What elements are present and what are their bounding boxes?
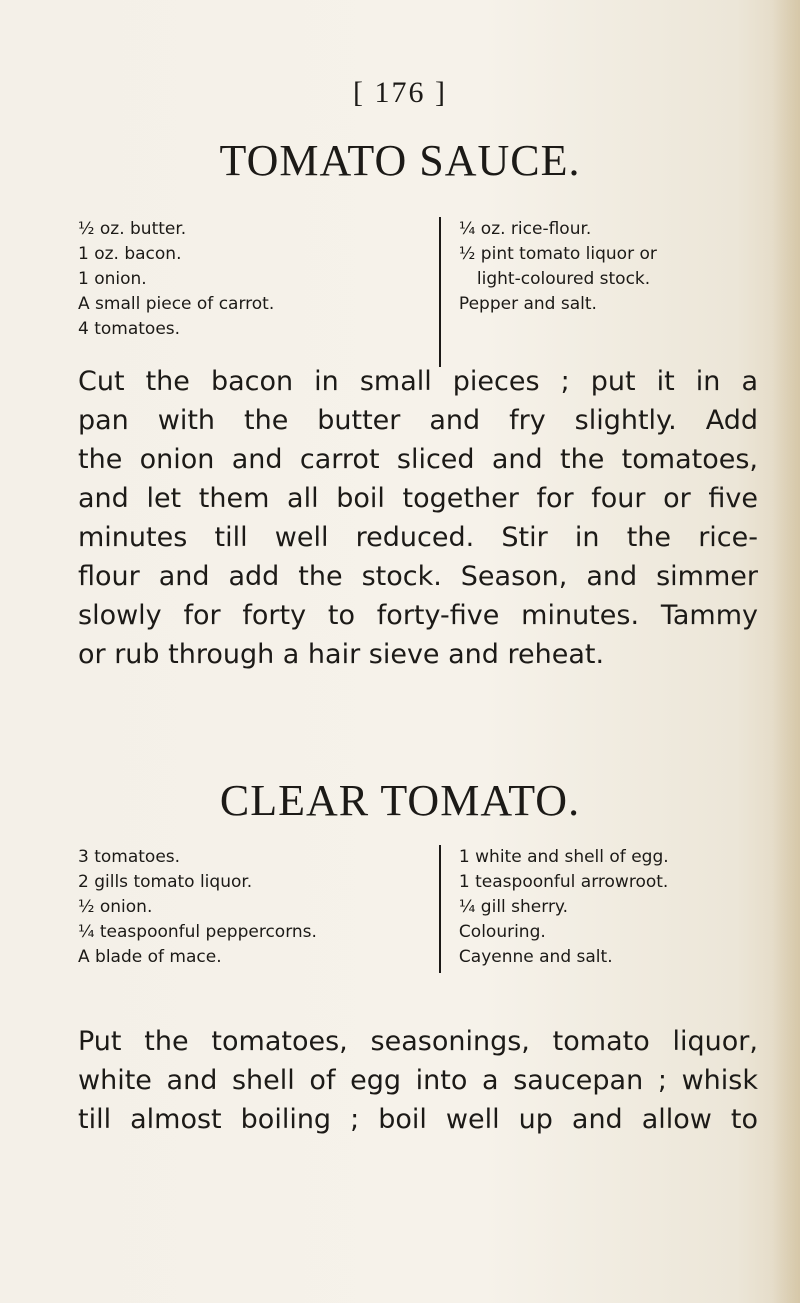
ingredients-left-column — [78, 217, 439, 367]
ingredient-item: ½ pint tomato liquor or — [458, 244, 657, 264]
method-line: white and shell of egg into a saucepan ; whisk — [78, 1065, 758, 1096]
method-line: pan with the butter and fry slightly. Add — [78, 405, 758, 436]
ingredients-tomato-sauce — [78, 217, 758, 367]
ingredient-item: ¼ oz. rice-flour. — [458, 219, 592, 239]
ingredients-clear-tomato — [78, 845, 758, 973]
ingredient-item: ½ oz. butter. — [78, 219, 187, 239]
method-paragraph-clear-tomato — [78, 1022, 758, 1139]
ingredient-item-continuation: light-coloured stock. — [476, 269, 651, 289]
method-line: slowly for forty to forty-five minutes. Tammy — [78, 600, 758, 631]
ingredient-item: ½ onion. — [78, 897, 153, 917]
method-line: and let them all boil together for four or five — [78, 483, 758, 514]
ingredients-left-column — [78, 845, 439, 973]
ingredient-item: 1 onion. — [78, 269, 147, 289]
method-line: minutes till well reduced. Stir in the rice- — [78, 522, 758, 553]
recipe-title-tomato-sauce: TOMATO SAUCE. — [219, 136, 581, 185]
ingredient-item: 1 teaspoonful arrowroot. — [458, 872, 669, 892]
method-line: flour and add the stock. Season, and simmer — [78, 561, 758, 592]
ingredient-item: 3 tomatoes. — [78, 847, 181, 867]
ingredient-item: 4 tomatoes. — [78, 319, 181, 339]
ingredient-item: Pepper and salt. — [458, 294, 597, 314]
ingredients-right-column — [439, 217, 758, 367]
page-number: [ 176 ] — [353, 76, 447, 109]
ingredients-right-column — [439, 845, 758, 973]
ingredient-item: 1 white and shell of egg. — [458, 847, 669, 867]
method-line: Put the tomatoes, seasonings, tomato liquor, — [78, 1026, 758, 1057]
page-edge-shadow — [772, 0, 800, 1303]
ingredient-item: ¼ teaspoonful peppercorns. — [78, 922, 317, 942]
ingredient-item: 1 oz. bacon. — [78, 244, 182, 264]
ingredient-item: A small piece of carrot. — [78, 294, 275, 314]
ingredient-item: Cayenne and salt. — [458, 947, 613, 967]
method-paragraph-tomato-sauce — [78, 362, 758, 674]
recipe-title-clear-tomato: CLEAR TOMATO. — [219, 776, 581, 825]
method-line: or rub through a hair sieve and reheat. — [78, 639, 605, 670]
ingredient-item: Colouring. — [458, 922, 546, 942]
ingredient-item: 2 gills tomato liquor. — [78, 872, 253, 892]
method-line: the onion and carrot sliced and the tomatoes, — [78, 444, 758, 475]
ingredient-item: A blade of mace. — [78, 947, 222, 967]
method-line: till almost boiling ; boil well up and allow to — [78, 1104, 758, 1135]
method-line: Cut the bacon in small pieces ; put it in a — [78, 366, 758, 397]
ingredient-item: ¼ gill sherry. — [458, 897, 568, 917]
